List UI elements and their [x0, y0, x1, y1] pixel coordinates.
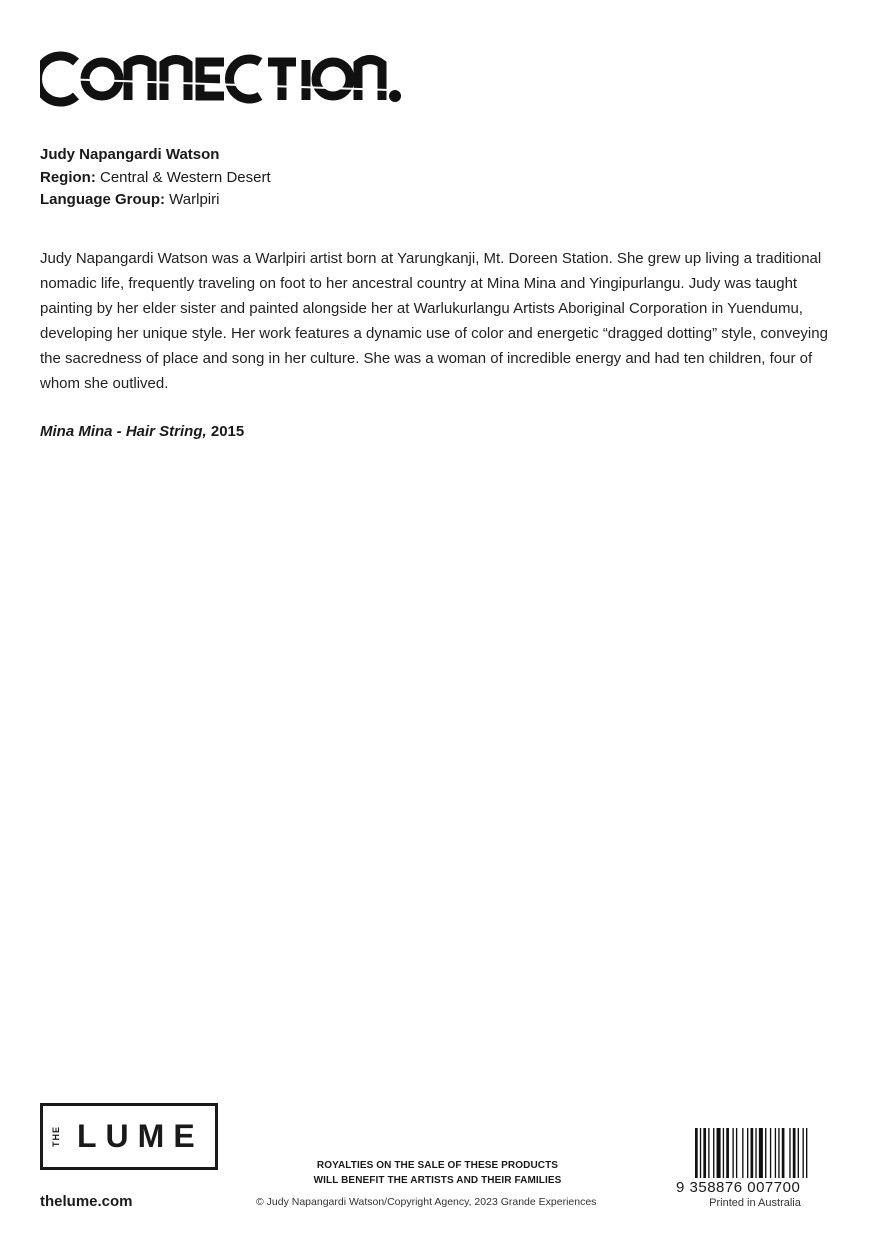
copyright-notice: © Judy Napangardi Watson/Copyright Agency, 2023 Grande Experiences — [256, 1196, 597, 1208]
artist-info — [40, 144, 271, 212]
artwork-year: 2015 — [210, 423, 245, 440]
royalties-notice — [300, 1158, 575, 1188]
artist-name: Judy Napangardi Watson — [40, 146, 220, 163]
lume-wordmark: LUME — [77, 1118, 204, 1154]
artwork-caption — [40, 423, 244, 440]
artist-biography: Judy Napangardi Watson was a Warlpiri artist born at Yarungkanji, Mt. Doreen Station. She grew up living a traditional nomadic life, frequently traveling on foot to her ancestral country at Mina Mina and Yingipurlangu. Judy was taught painting by her elder sister and painted alongside her at Warlukurlangu Artists Aboriginal Corporation in Yuendumu, developing her unique style. Her work features a dynamic use of color and energetic “dragged dotting” style, conveying the sacredness of place and song in her culture. She was a woman of incredible energy and had ten children, four of whom she outlived. — [40, 250, 828, 392]
royalties-line-2: WILL BENEFIT THE ARTISTS AND THEIR FAMILIES — [313, 1175, 562, 1186]
language-value: Warlpiri — [169, 191, 220, 208]
website-link[interactable]: thelume.com — [40, 1193, 133, 1210]
region-value: Central & Western Desert — [100, 168, 271, 186]
artwork-title: Mina Mina - Hair String, — [40, 423, 207, 440]
lume-the-text: THE — [51, 1126, 61, 1148]
royalties-line-1: ROYALTIES ON THE SALE OF THESE PRODUCTS — [316, 1160, 559, 1171]
connection-logo — [40, 50, 402, 108]
barcode-number: 9 358876 007700 — [676, 1179, 801, 1196]
region-label: Region: — [40, 168, 96, 186]
printed-in: Printed in Australia — [709, 1197, 801, 1209]
language-label: Language Group: — [40, 191, 165, 208]
the-lume-logo — [40, 1103, 218, 1170]
